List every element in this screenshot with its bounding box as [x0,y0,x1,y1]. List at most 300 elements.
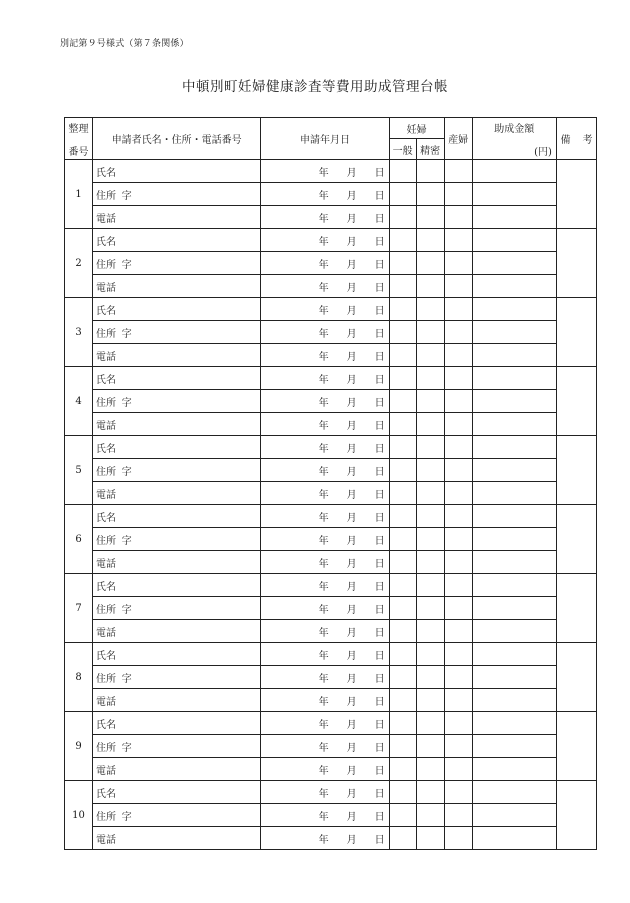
year-label: 年 [318,466,329,478]
amount-cell[interactable] [472,160,556,183]
sanpu-header: 産婦 [444,118,472,160]
amount-header-label: 助成金額 [494,123,535,135]
month-label: 月 [346,627,357,639]
day-label: 日 [374,581,385,593]
amount-header [472,118,556,160]
application-date-field[interactable] [261,712,389,735]
phone-field[interactable] [121,620,261,643]
application-date-field[interactable] [261,459,389,482]
table-row [65,206,597,229]
seimitsu-cell[interactable] [416,459,444,482]
amount-cell[interactable] [472,620,556,643]
seimitsu-cell[interactable] [416,206,444,229]
amount-cell[interactable] [472,574,556,597]
sanpu-cell[interactable] [444,390,472,413]
address-label: 住所 [93,666,121,689]
application-date-field[interactable] [261,275,389,298]
month-label: 月 [346,558,357,570]
aza-label: 字 [121,397,132,409]
phone-field[interactable] [121,758,261,781]
ippan-cell[interactable] [389,413,416,436]
month-label: 月 [346,351,357,363]
application-date-field[interactable] [261,413,389,436]
amount-cell[interactable] [472,528,556,551]
month-label: 月 [346,167,357,179]
name-field[interactable] [121,367,261,390]
application-date-field[interactable] [261,735,389,758]
day-label: 日 [374,788,385,800]
table-row [65,183,597,206]
address-label: 住所 [93,528,121,551]
sanpu-cell[interactable] [444,275,472,298]
phone-field[interactable] [121,827,261,850]
seimitsu-cell[interactable] [416,689,444,712]
amount-cell[interactable] [472,712,556,735]
ippan-cell[interactable] [389,436,416,459]
table-row [65,229,597,252]
table-row [65,620,597,643]
address-field[interactable] [121,804,261,827]
table-row [65,551,597,574]
application-date-field[interactable] [261,482,389,505]
sanpu-cell[interactable] [444,735,472,758]
seimitsu-cell[interactable] [416,275,444,298]
sanpu-cell[interactable] [444,321,472,344]
phone-label: 電話 [93,344,121,367]
biko-cell[interactable] [556,712,596,781]
application-date-field[interactable] [261,551,389,574]
seimitsu-cell[interactable] [416,252,444,275]
address-label: 住所 [93,735,121,758]
phone-field[interactable] [121,413,261,436]
year-label: 年 [318,788,329,800]
address-field[interactable] [121,735,261,758]
application-date-field[interactable] [261,643,389,666]
phone-field[interactable] [121,551,261,574]
amount-cell[interactable] [472,689,556,712]
seimitsu-cell[interactable] [416,160,444,183]
ippan-cell[interactable] [389,827,416,850]
seimitsu-cell[interactable] [416,367,444,390]
month-label: 月 [346,328,357,340]
address-label: 住所 [93,390,121,413]
sanpu-cell[interactable] [444,804,472,827]
address-label: 住所 [93,459,121,482]
seimitsu-cell[interactable] [416,643,444,666]
day-label: 日 [374,466,385,478]
sanpu-cell[interactable] [444,206,472,229]
seimitsu-cell[interactable] [416,482,444,505]
biko-cell[interactable] [556,643,596,712]
ippan-cell[interactable] [389,275,416,298]
seimitsu-cell[interactable] [416,229,444,252]
year-label: 年 [318,558,329,570]
sanpu-cell[interactable] [444,344,472,367]
application-date-field[interactable] [261,390,389,413]
ippan-cell[interactable] [389,390,416,413]
seimitsu-cell[interactable] [416,758,444,781]
document-title: 中頓別町妊婦健康診査等費用助成管理台帳 [182,79,448,95]
application-date-field[interactable] [261,666,389,689]
month-label: 月 [346,190,357,202]
address-field[interactable] [121,597,261,620]
seimitsu-cell[interactable] [416,528,444,551]
sanpu-cell[interactable] [444,229,472,252]
aza-label: 字 [121,604,132,616]
ippan-cell[interactable] [389,229,416,252]
year-label: 年 [318,834,329,846]
year-label: 年 [318,282,329,294]
amount-cell[interactable] [472,321,556,344]
address-field[interactable] [121,252,261,275]
address-field[interactable] [121,666,261,689]
month-label: 月 [346,489,357,501]
year-label: 年 [318,765,329,777]
table-row [65,160,597,183]
amount-cell[interactable] [472,643,556,666]
amount-cell[interactable] [472,482,556,505]
month-label: 月 [346,374,357,386]
name-label: 氏名 [93,436,121,459]
ippan-cell[interactable] [389,689,416,712]
seiri-header [65,118,93,160]
amount-cell[interactable] [472,758,556,781]
amount-cell[interactable] [472,735,556,758]
amount-cell[interactable] [472,367,556,390]
amount-cell[interactable] [472,505,556,528]
seimitsu-cell[interactable] [416,505,444,528]
amount-cell[interactable] [472,459,556,482]
seimitsu-cell[interactable] [416,620,444,643]
biko-cell[interactable] [556,574,596,643]
day-label: 日 [374,765,385,777]
day-label: 日 [374,374,385,386]
table-row [65,298,597,321]
application-date-field[interactable] [261,689,389,712]
phone-field[interactable] [121,689,261,712]
form-number-label: 別記第９号様式（第７条関係） [60,39,189,49]
application-date-field[interactable] [261,574,389,597]
ninpu-header: 妊婦 [389,118,444,139]
ippan-cell[interactable] [389,597,416,620]
seimitsu-cell[interactable] [416,551,444,574]
ippan-cell[interactable] [389,183,416,206]
sanpu-cell[interactable] [444,298,472,321]
ippan-cell[interactable] [389,321,416,344]
day-label: 日 [374,282,385,294]
year-label: 年 [318,213,329,225]
day-label: 日 [374,420,385,432]
year-label: 年 [318,397,329,409]
seimitsu-cell[interactable] [416,344,444,367]
name-field[interactable] [121,574,261,597]
ippan-cell[interactable] [389,298,416,321]
day-label: 日 [374,328,385,340]
biko-cell[interactable] [556,160,596,229]
seimitsu-cell[interactable] [416,781,444,804]
sanpu-cell[interactable] [444,252,472,275]
amount-cell[interactable] [472,252,556,275]
sanpu-cell[interactable] [444,482,472,505]
phone-label: 電話 [93,620,121,643]
sanpu-cell[interactable] [444,689,472,712]
address-field[interactable] [121,321,261,344]
year-label: 年 [318,742,329,754]
year-label: 年 [318,443,329,455]
seimitsu-cell[interactable] [416,827,444,850]
seimitsu-header: 精密 [416,139,444,160]
month-label: 月 [346,236,357,248]
sanpu-cell[interactable] [444,367,472,390]
application-date-field[interactable] [261,436,389,459]
ippan-cell[interactable] [389,758,416,781]
year-label: 年 [318,811,329,823]
ippan-cell[interactable] [389,459,416,482]
address-label: 住所 [93,183,121,206]
aza-label: 字 [121,742,132,754]
table-row [65,482,597,505]
application-date-field[interactable] [261,597,389,620]
seimitsu-cell[interactable] [416,574,444,597]
phone-field[interactable] [121,482,261,505]
applicant-header: 申請者氏名・住所・電話番号 [93,118,261,160]
name-field[interactable] [121,712,261,735]
sanpu-cell[interactable] [444,666,472,689]
application-date-field[interactable] [261,160,389,183]
phone-label: 電話 [93,482,121,505]
ippan-cell[interactable] [389,367,416,390]
day-label: 日 [374,811,385,823]
address-label: 住所 [93,597,121,620]
application-date-field[interactable] [261,321,389,344]
sanpu-cell[interactable] [444,597,472,620]
application-date-field[interactable] [261,206,389,229]
ippan-cell[interactable] [389,620,416,643]
ippan-cell[interactable] [389,160,416,183]
amount-cell[interactable] [472,804,556,827]
name-field[interactable] [121,781,261,804]
amount-cell[interactable] [472,827,556,850]
application-date-field[interactable] [261,804,389,827]
sanpu-cell[interactable] [444,574,472,597]
phone-field[interactable] [121,275,261,298]
entry-number: 9 [65,712,93,781]
day-label: 日 [374,259,385,271]
name-field[interactable] [121,160,261,183]
amount-cell[interactable] [472,436,556,459]
name-field[interactable] [121,298,261,321]
ippan-cell[interactable] [389,528,416,551]
year-label: 年 [318,535,329,547]
address-field[interactable] [121,183,261,206]
application-date-field[interactable] [261,344,389,367]
table-row [65,574,597,597]
ippan-cell[interactable] [389,482,416,505]
sanpu-cell[interactable] [444,413,472,436]
ippan-cell[interactable] [389,505,416,528]
seimitsu-cell[interactable] [416,597,444,620]
table-row [65,827,597,850]
name-field[interactable] [121,505,261,528]
sanpu-cell[interactable] [444,505,472,528]
amount-cell[interactable] [472,275,556,298]
day-label: 日 [374,351,385,363]
name-label: 氏名 [93,781,121,804]
month-label: 月 [346,811,357,823]
aza-label: 字 [121,811,132,823]
sanpu-cell[interactable] [444,758,472,781]
table-row [65,735,597,758]
application-date-field[interactable] [261,367,389,390]
year-label: 年 [318,305,329,317]
table-row [65,344,597,367]
ippan-cell[interactable] [389,735,416,758]
ippan-cell[interactable] [389,551,416,574]
sanpu-cell[interactable] [444,827,472,850]
month-label: 月 [346,719,357,731]
ippan-cell[interactable] [389,666,416,689]
month-label: 月 [346,420,357,432]
entry-number: 5 [65,436,93,505]
year-label: 年 [318,374,329,386]
month-label: 月 [346,696,357,708]
sanpu-cell[interactable] [444,183,472,206]
biko-cell[interactable] [556,367,596,436]
seimitsu-cell[interactable] [416,413,444,436]
year-label: 年 [318,673,329,685]
month-label: 月 [346,282,357,294]
address-field[interactable] [121,459,261,482]
phone-label: 電話 [93,827,121,850]
year-label: 年 [318,581,329,593]
amount-cell[interactable] [472,781,556,804]
day-label: 日 [374,443,385,455]
address-field[interactable] [121,390,261,413]
month-label: 月 [346,305,357,317]
amount-cell[interactable] [472,597,556,620]
name-label: 氏名 [93,160,121,183]
seimitsu-cell[interactable] [416,298,444,321]
day-label: 日 [374,489,385,501]
name-field[interactable] [121,229,261,252]
phone-label: 電話 [93,758,121,781]
table-row [65,459,597,482]
seimitsu-cell[interactable] [416,436,444,459]
address-label: 住所 [93,252,121,275]
biko-cell[interactable] [556,505,596,574]
ippan-cell[interactable] [389,252,416,275]
application-date-field[interactable] [261,229,389,252]
ippan-cell[interactable] [389,643,416,666]
application-date-field[interactable] [261,183,389,206]
application-date-field[interactable] [261,252,389,275]
sanpu-cell[interactable] [444,160,472,183]
ledger-table [64,117,597,850]
day-label: 日 [374,512,385,524]
application-date-field[interactable] [261,505,389,528]
application-date-field[interactable] [261,298,389,321]
aza-label: 字 [121,328,132,340]
biko-header-char-2: 考 [582,135,593,146]
ippan-cell[interactable] [389,781,416,804]
seimitsu-cell[interactable] [416,390,444,413]
amount-cell[interactable] [472,229,556,252]
name-field[interactable] [121,643,261,666]
entry-number: 7 [65,574,93,643]
day-label: 日 [374,604,385,616]
phone-field[interactable] [121,344,261,367]
sanpu-cell[interactable] [444,643,472,666]
aza-label: 字 [121,466,132,478]
sanpu-cell[interactable] [444,459,472,482]
seimitsu-cell[interactable] [416,183,444,206]
name-field[interactable] [121,436,261,459]
ippan-cell[interactable] [389,206,416,229]
seimitsu-cell[interactable] [416,712,444,735]
year-label: 年 [318,236,329,248]
amount-cell[interactable] [472,183,556,206]
amount-cell[interactable] [472,298,556,321]
table-row [65,367,597,390]
ippan-cell[interactable] [389,712,416,735]
table-row [65,528,597,551]
phone-label: 電話 [93,413,121,436]
amount-cell[interactable] [472,666,556,689]
sanpu-cell[interactable] [444,436,472,459]
amount-cell[interactable] [472,551,556,574]
amount-cell[interactable] [472,206,556,229]
seimitsu-cell[interactable] [416,804,444,827]
sanpu-cell[interactable] [444,551,472,574]
sanpu-cell[interactable] [444,620,472,643]
amount-cell[interactable] [472,390,556,413]
biko-cell[interactable] [556,781,596,850]
day-label: 日 [374,236,385,248]
phone-field[interactable] [121,206,261,229]
application-date-field[interactable] [261,827,389,850]
biko-cell[interactable] [556,436,596,505]
table-row [65,666,597,689]
address-field[interactable] [121,528,261,551]
sanpu-cell[interactable] [444,712,472,735]
seimitsu-cell[interactable] [416,735,444,758]
biko-cell[interactable] [556,298,596,367]
seimitsu-cell[interactable] [416,321,444,344]
application-date-field[interactable] [261,781,389,804]
application-date-field[interactable] [261,528,389,551]
aza-label: 字 [121,259,132,271]
name-label: 氏名 [93,505,121,528]
ippan-cell[interactable] [389,344,416,367]
name-label: 氏名 [93,643,121,666]
application-date-field[interactable] [261,758,389,781]
biko-cell[interactable] [556,229,596,298]
sanpu-cell[interactable] [444,528,472,551]
seimitsu-cell[interactable] [416,666,444,689]
table-row [65,413,597,436]
day-label: 日 [374,719,385,731]
ippan-cell[interactable] [389,574,416,597]
sanpu-cell[interactable] [444,781,472,804]
ippan-cell[interactable] [389,804,416,827]
amount-unit-label: (円) [534,146,552,158]
amount-cell[interactable] [472,344,556,367]
table-row [65,275,597,298]
aza-label: 字 [121,673,132,685]
amount-cell[interactable] [472,413,556,436]
month-label: 月 [346,604,357,616]
application-date-field[interactable] [261,620,389,643]
